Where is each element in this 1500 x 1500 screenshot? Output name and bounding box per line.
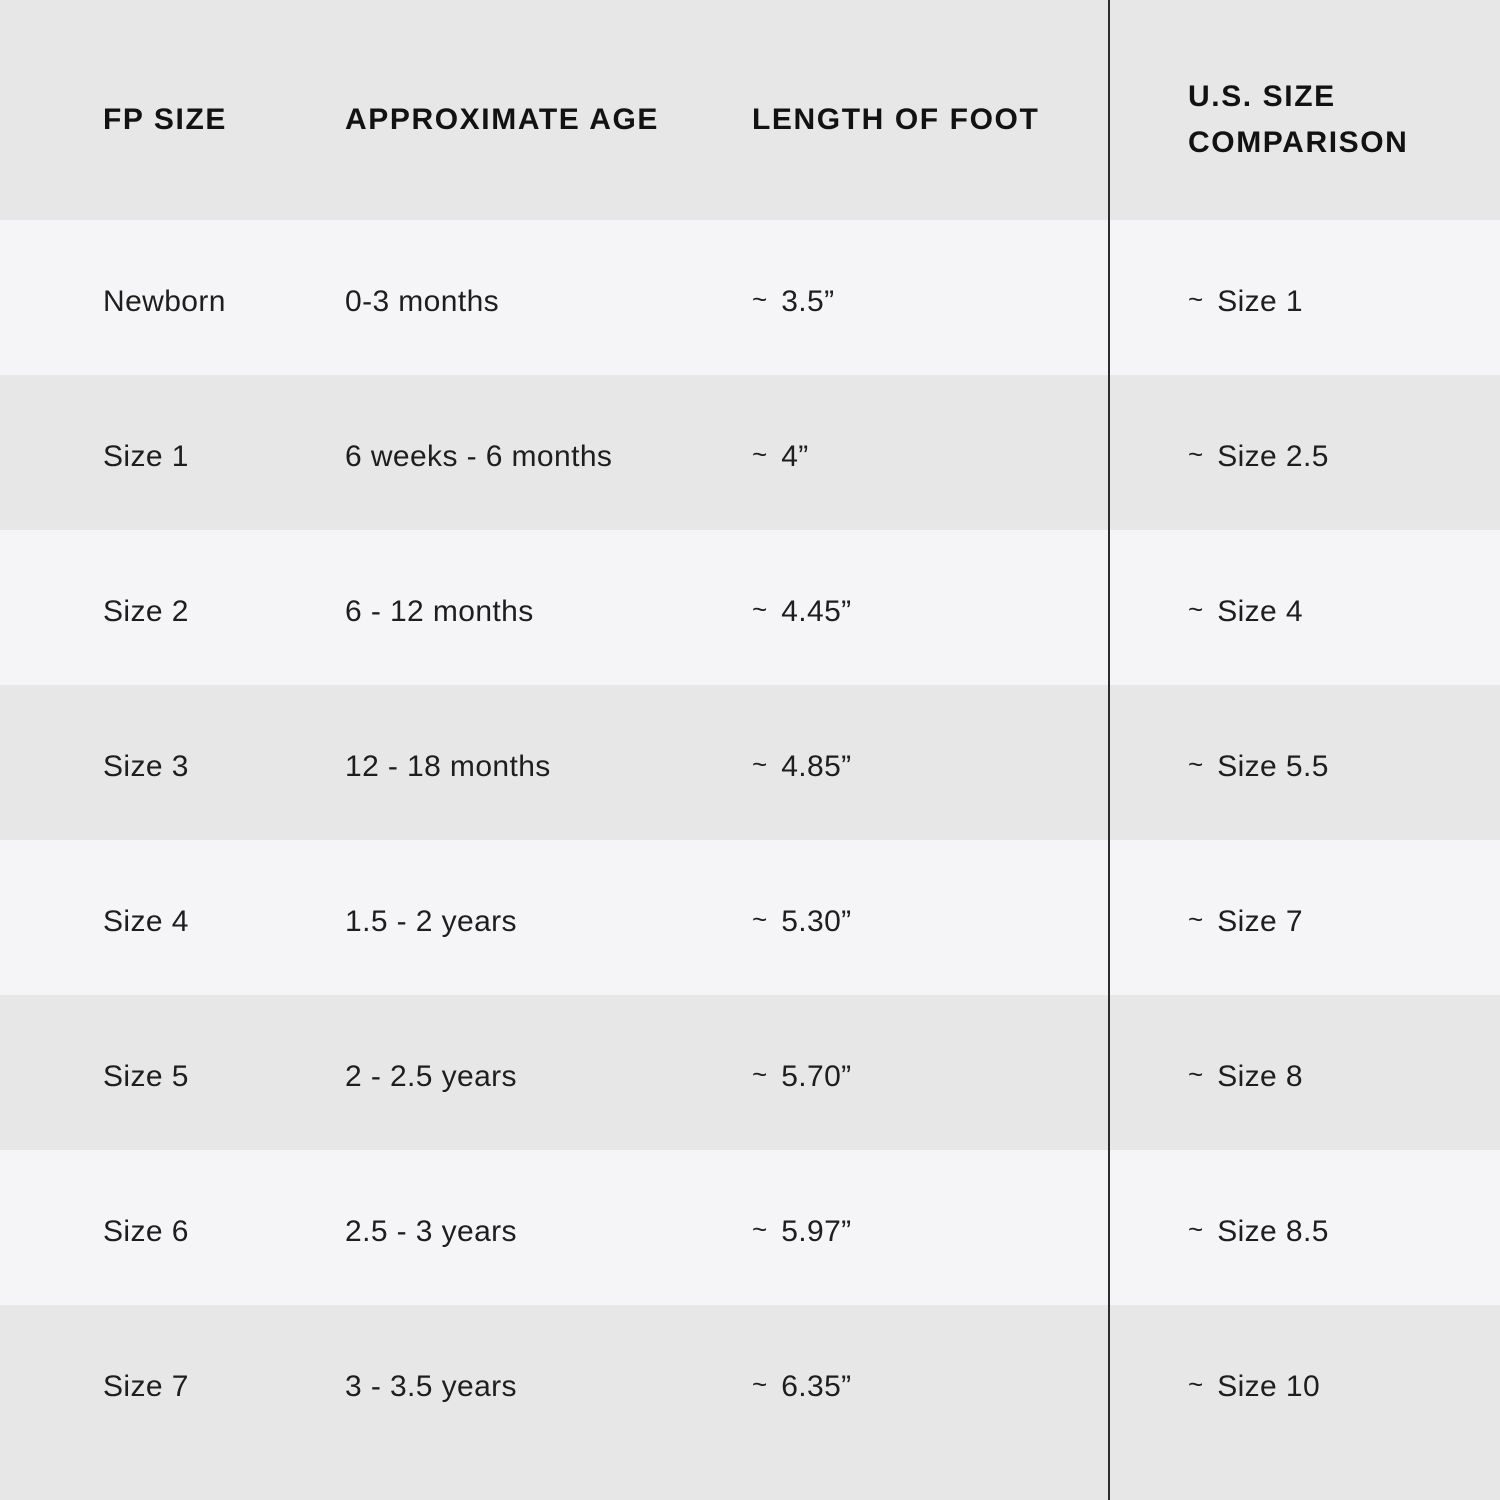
table-row-size-5 bbox=[0, 995, 1500, 1150]
table-row-size-6 bbox=[0, 1150, 1500, 1305]
column-header-us-size-comparison bbox=[1109, 74, 1500, 166]
fp-size-value: Size 3 bbox=[103, 749, 189, 783]
age-cell bbox=[345, 905, 752, 939]
fp-size-value: Size 4 bbox=[103, 904, 189, 938]
us-size-cell bbox=[1109, 1370, 1500, 1404]
column-header-length-of-foot bbox=[752, 103, 1109, 137]
us-size-value: Size 2.5 bbox=[1217, 439, 1329, 473]
foot-length-cell bbox=[752, 750, 1109, 784]
approx-tilde: ~ bbox=[1188, 283, 1204, 314]
approx-tilde: ~ bbox=[752, 283, 768, 314]
age-cell bbox=[345, 595, 752, 629]
us-size-value: Size 10 bbox=[1217, 1370, 1321, 1403]
fp-size-value: Size 5 bbox=[103, 1059, 189, 1093]
column-header-label: U.S. SIZE COMPARISON bbox=[1188, 80, 1409, 159]
us-size-value: Size 5.5 bbox=[1217, 749, 1329, 783]
approx-tilde: ~ bbox=[1188, 1369, 1204, 1399]
foot-length-value: 5.97” bbox=[781, 1214, 852, 1248]
column-header-approximate-age bbox=[345, 103, 752, 137]
approx-tilde: ~ bbox=[752, 593, 768, 624]
foot-length-cell bbox=[752, 1370, 1109, 1404]
age-value: 0-3 months bbox=[345, 284, 500, 318]
foot-length-value: 3.5” bbox=[781, 284, 835, 318]
approx-tilde: ~ bbox=[752, 1058, 768, 1089]
us-size-cell bbox=[1109, 905, 1500, 939]
table-header-row bbox=[0, 0, 1500, 220]
approx-tilde: ~ bbox=[1188, 1058, 1204, 1089]
column-header-fp-size bbox=[103, 103, 345, 137]
table-row-newborn bbox=[0, 220, 1500, 375]
us-size-cell bbox=[1109, 750, 1500, 784]
age-value: 6 - 12 months bbox=[345, 594, 534, 628]
fp-size-cell bbox=[103, 1370, 345, 1404]
us-size-value: Size 8.5 bbox=[1217, 1214, 1329, 1248]
foot-length-value: 6.35” bbox=[781, 1370, 852, 1403]
age-cell bbox=[345, 1060, 752, 1094]
fp-size-value: Size 7 bbox=[103, 1370, 189, 1403]
fp-size-cell bbox=[103, 1215, 345, 1249]
age-cell bbox=[345, 440, 752, 474]
age-value: 12 - 18 months bbox=[345, 749, 551, 783]
us-size-cell bbox=[1109, 595, 1500, 629]
age-cell bbox=[345, 1215, 752, 1249]
age-cell bbox=[345, 1370, 752, 1404]
fp-size-value: Size 1 bbox=[103, 439, 189, 473]
foot-length-cell bbox=[752, 905, 1109, 939]
approx-tilde: ~ bbox=[752, 748, 768, 779]
table-row-size-4 bbox=[0, 840, 1500, 995]
foot-length-value: 4” bbox=[781, 439, 809, 473]
approx-tilde: ~ bbox=[1188, 438, 1204, 469]
age-value: 2.5 - 3 years bbox=[345, 1214, 517, 1248]
age-value: 2 - 2.5 years bbox=[345, 1059, 517, 1093]
us-size-value: Size 4 bbox=[1217, 594, 1303, 628]
fp-size-cell bbox=[103, 1060, 345, 1094]
fp-size-value: Size 6 bbox=[103, 1214, 189, 1248]
foot-length-value: 5.30” bbox=[781, 904, 852, 938]
approx-tilde: ~ bbox=[1188, 1213, 1204, 1244]
age-cell bbox=[345, 750, 752, 784]
us-size-value: Size 7 bbox=[1217, 904, 1303, 938]
foot-length-value: 4.85” bbox=[781, 749, 852, 783]
table-row-size-1 bbox=[0, 375, 1500, 530]
us-size-cell bbox=[1109, 285, 1500, 319]
fp-size-cell bbox=[103, 905, 345, 939]
age-value: 6 weeks - 6 months bbox=[345, 439, 613, 473]
us-size-value: Size 1 bbox=[1217, 284, 1303, 318]
table-row-size-3 bbox=[0, 685, 1500, 840]
approx-tilde: ~ bbox=[1188, 593, 1204, 624]
us-size-cell bbox=[1109, 1060, 1500, 1094]
foot-length-cell bbox=[752, 285, 1109, 319]
foot-length-cell bbox=[752, 1060, 1109, 1094]
column-header-label: FP SIZE bbox=[103, 103, 228, 136]
age-value: 3 - 3.5 years bbox=[345, 1370, 517, 1403]
foot-length-cell bbox=[752, 1215, 1109, 1249]
us-size-cell bbox=[1109, 1215, 1500, 1249]
fp-size-cell bbox=[103, 440, 345, 474]
column-divider-line bbox=[1108, 0, 1110, 1500]
fp-size-cell bbox=[103, 285, 345, 319]
approx-tilde: ~ bbox=[752, 438, 768, 469]
approx-tilde: ~ bbox=[752, 903, 768, 934]
foot-length-cell bbox=[752, 440, 1109, 474]
fp-size-value: Newborn bbox=[103, 284, 226, 318]
age-value: 1.5 - 2 years bbox=[345, 904, 517, 938]
us-size-cell bbox=[1109, 440, 1500, 474]
table-row-size-7 bbox=[0, 1305, 1500, 1500]
fp-size-cell bbox=[103, 595, 345, 629]
fp-size-cell bbox=[103, 750, 345, 784]
table-row-size-2 bbox=[0, 530, 1500, 685]
approx-tilde: ~ bbox=[1188, 748, 1204, 779]
age-cell bbox=[345, 285, 752, 319]
column-header-label: APPROXIMATE AGE bbox=[345, 103, 660, 136]
approx-tilde: ~ bbox=[752, 1369, 768, 1399]
foot-length-cell bbox=[752, 595, 1109, 629]
fp-size-value: Size 2 bbox=[103, 594, 189, 628]
foot-length-value: 5.70” bbox=[781, 1059, 852, 1093]
us-size-value: Size 8 bbox=[1217, 1059, 1303, 1093]
approx-tilde: ~ bbox=[1188, 903, 1204, 934]
approx-tilde: ~ bbox=[752, 1213, 768, 1244]
column-header-label: LENGTH OF FOOT bbox=[752, 103, 1040, 136]
foot-length-value: 4.45” bbox=[781, 594, 852, 628]
